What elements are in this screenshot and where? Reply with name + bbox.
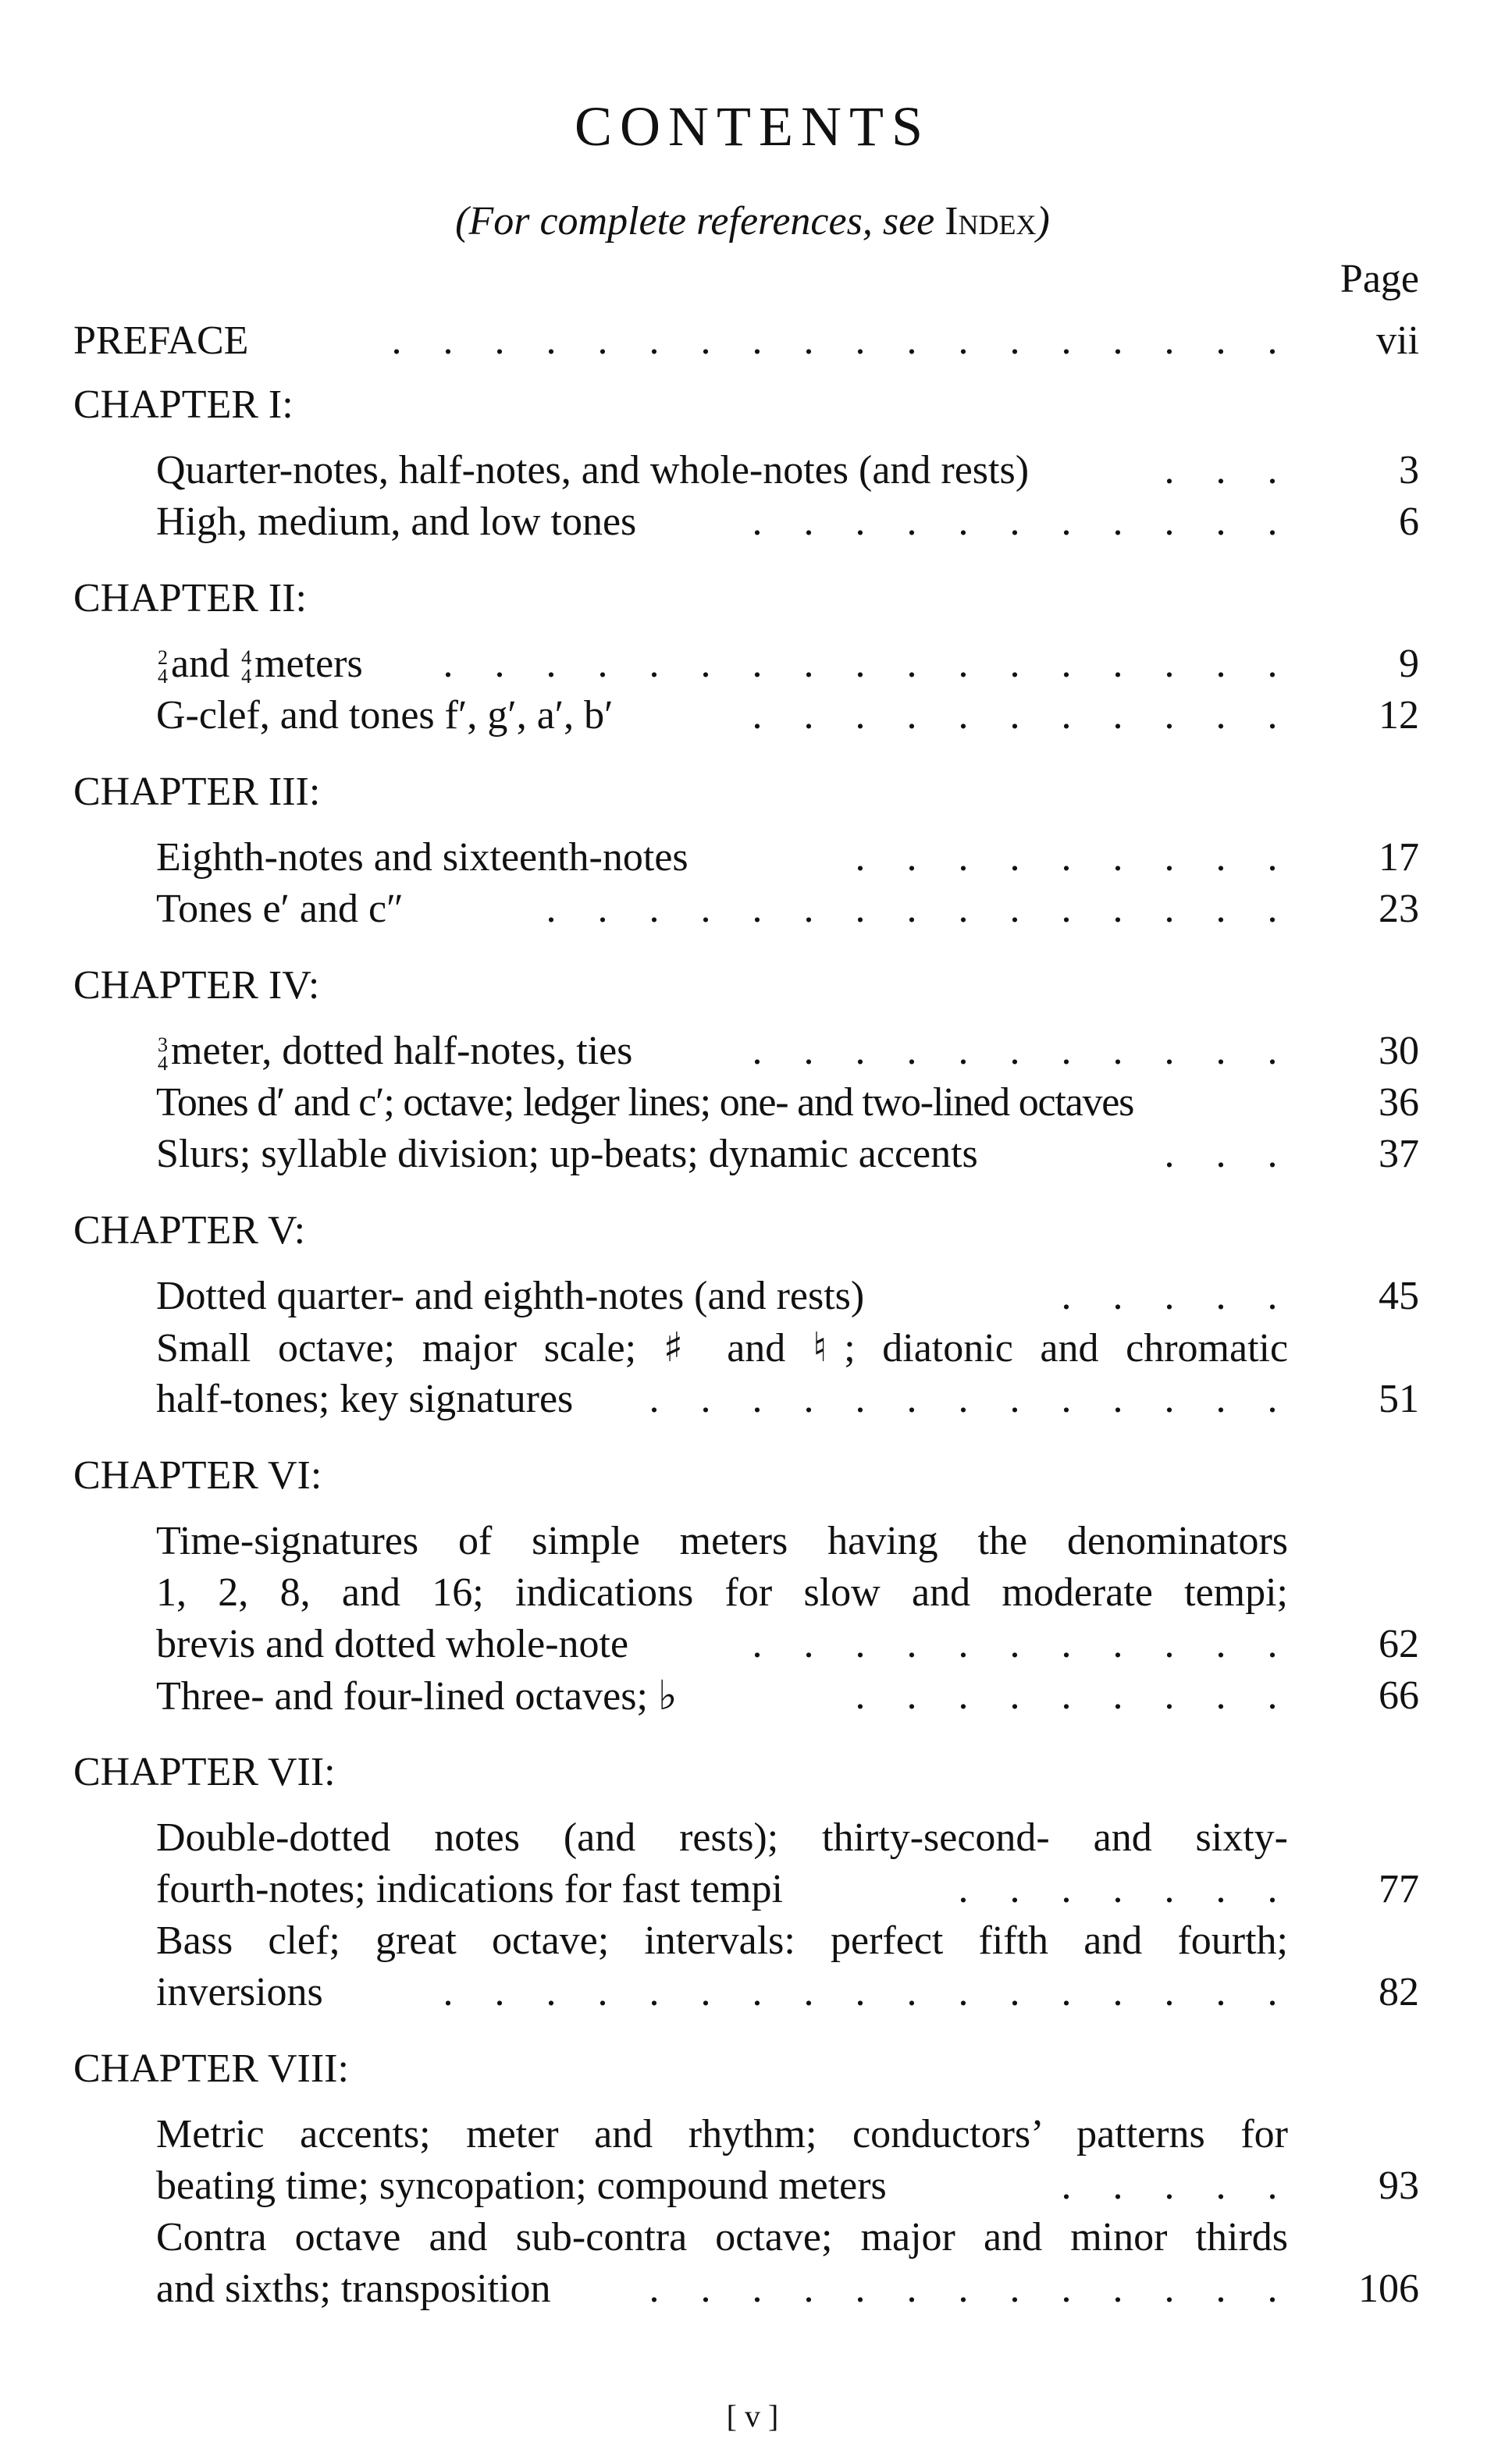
leader-dot: . [546,887,557,931]
leader-dot: . [1009,1622,1020,1666]
leader-dot: . [1215,500,1226,544]
toc-entry [0,832,1505,884]
leader-dot: . [855,1377,866,1421]
leader-dot: . [1215,1622,1226,1666]
leader-dot: . [1061,693,1072,738]
leader-dot: . [1061,2164,1072,2208]
leader-dot: . [906,693,917,738]
page-number: 23 [1379,887,1419,931]
leader-dot: . [1112,1622,1123,1666]
leader-dot: . [1112,693,1123,738]
chapter-heading [0,2043,1505,2095]
leader-dot: . [958,1673,969,1718]
leader-dot: . [1009,318,1020,363]
toc-entry [0,1967,1505,2018]
leader-dot: . [1267,835,1278,880]
leader-dot: . [1215,1274,1226,1318]
leader-dot: . [1061,1673,1072,1718]
leader-dot: . [855,1029,866,1073]
leader-dot: . [958,1029,969,1073]
leader-dot: . [1215,1029,1226,1073]
leader-dot: . [906,835,917,880]
leader-dot: . [1009,1867,1020,1911]
leader-dot: . [1267,2164,1278,2208]
entry-text [156,638,363,690]
leader-dot: . [958,500,969,544]
chapter-heading [0,960,1505,1012]
leader-dot: . [1215,693,1226,738]
leader-dot: . [1112,835,1123,880]
chapter-title: CHAPTER III: [73,770,321,814]
chapter-title: CHAPTER I: [73,382,294,427]
leader-dot: . [700,887,711,931]
leader-dot: . [1215,1673,1226,1718]
leader-dot: . [752,1970,763,2014]
entry-text: fourth-notes; indications for fast tempi [156,1867,783,1911]
leader-dot: . [1164,1867,1175,1911]
subtitle-suffix: ) [1036,199,1050,244]
fraction-numerator: 2 [158,646,168,670]
leader-dot: . [1215,1132,1226,1176]
leader-dot: . [1009,887,1020,931]
page-number: 51 [1379,1377,1419,1421]
leader-dot: . [1164,500,1175,544]
entry-text: G-clef, and tones f′, g′, a′, b′ [156,693,614,738]
toc-entry [0,445,1505,496]
leader-dot: . [803,1377,814,1421]
toc-entry [0,2263,1505,2315]
leader-dot: . [1164,887,1175,931]
leader-dot: . [855,887,866,931]
leader-dot: . [1215,642,1226,686]
leader-dot: . [1267,1029,1278,1073]
leader-dot: . [494,318,505,363]
toc-entry [0,1129,1505,1180]
leader-dot: . [1267,693,1278,738]
leader-dot: . [1009,2267,1020,2311]
leader-dot: . [752,1377,763,1421]
subtitle-index: Index [945,199,1037,244]
leader-dot: . [752,642,763,686]
leader-dot: . [855,500,866,544]
leader-dot: . [855,1673,866,1718]
leader-dot: . [1164,1622,1175,1666]
toc-entry [0,638,1505,690]
entry-text-part: Three- and four-lined octaves; [156,1674,648,1719]
leader-dot: . [1112,1377,1123,1421]
entry-text: Slurs; syllable division; up-beats; dynamic accents [156,1132,978,1176]
leader-dot: . [1164,835,1175,880]
toc-entry-line [0,2109,1505,2160]
leader-dot: . [752,1029,763,1073]
leader-dot: . [1215,448,1226,492]
toc-entry-line [0,1516,1505,1567]
leader-dot: . [1215,2164,1226,2208]
leader-dot: . [1112,1274,1123,1318]
leader-dot: . [906,500,917,544]
leader-dot: . [958,887,969,931]
leader-dot: . [1061,1274,1072,1318]
leader-dot: . [958,642,969,686]
chapter-heading [0,1205,1505,1257]
leader-dot: . [1009,1673,1020,1718]
leader-dot: . [1164,448,1175,492]
toc-entry-line [0,1567,1505,1619]
leader-dot: . [1164,1673,1175,1718]
leader-dot: . [443,642,454,686]
leader-dot: . [649,2267,660,2311]
leader-dot: . [1112,887,1123,931]
chapter-heading [0,573,1505,624]
leader-dot: . [803,887,814,931]
toc-entry [0,1670,1505,1722]
page-number: 77 [1379,1867,1419,1911]
chapter-heading [0,1450,1505,1502]
leader-dot: . [700,1377,711,1421]
leader-dot: . [597,1970,608,2014]
leader-dot: . [700,642,711,686]
time-signature [241,646,252,688]
leader-dot: . [1267,1274,1278,1318]
leader-dot: . [1112,2267,1123,2311]
leader-dot: . [1164,1132,1175,1176]
subtitle [0,201,1505,242]
toc-entry-line [0,2212,1505,2263]
chapter-title: CHAPTER VI: [73,1453,322,1498]
entry-text-part: ; diatonic and chromatic [844,1326,1289,1371]
leader-dot: . [906,1029,917,1073]
entry-text [156,1026,632,1077]
leader-dot: . [1112,1029,1123,1073]
toc-entry [0,496,1505,548]
leader-dot: . [803,318,814,363]
leader-dot: . [1061,642,1072,686]
chapter-title: CHAPTER VII: [73,1750,336,1794]
leader-dot: . [494,642,505,686]
fraction-numerator: 4 [241,646,252,670]
leader-dot: . [1112,500,1123,544]
entry-text-part: Small octave; major scale; [156,1326,637,1371]
leader-dot: . [1061,500,1072,544]
toc-entry-line [0,1322,1505,1374]
toc-entry [0,884,1505,935]
toc-entry [0,1271,1505,1322]
leader-dot: . [906,1673,917,1718]
entry-text-part: and [171,642,230,686]
entry-text-part: meters [254,642,363,686]
leader-dot: . [1164,693,1175,738]
leader-dot: . [1215,318,1226,363]
leader-dot: . [1267,1132,1278,1176]
leader-dot: . [752,2267,763,2311]
leader-dot: . [1061,1029,1072,1073]
entry-text-part: meter, dotted half-notes, ties [171,1029,633,1073]
leader-dot: . [649,642,660,686]
leader-dot: . [855,2267,866,2311]
leader-dot: . [391,318,402,363]
subtitle-prefix: (For complete references, see [455,199,945,244]
entry-text: Eighth-notes and sixteenth-notes [156,835,688,880]
leader-dot: . [1164,1377,1175,1421]
page-number: 36 [1379,1080,1419,1125]
time-signature [158,646,168,688]
leader-dot: . [855,642,866,686]
page-number: 3 [1399,448,1419,492]
leader-dot: . [649,318,660,363]
page-number: 9 [1399,642,1419,686]
leader-dot: . [1009,1970,1020,2014]
entry-text [156,1322,1288,1374]
leader-dot: . [649,1377,660,1421]
leader-dot: . [1164,1970,1175,2014]
entry-text: Tones e′ and c″ [156,887,404,931]
leader-dot: . [1009,642,1020,686]
leader-dot: . [855,1970,866,2014]
chapter-heading [0,766,1505,818]
leader-dot: . [1267,448,1278,492]
chapter-title: CHAPTER VIII: [73,2046,349,2091]
chapter-title: CHAPTER V: [73,1208,306,1253]
leader-dot: . [1009,500,1020,544]
page-number: 12 [1379,693,1419,738]
entry-text: brevis and dotted whole-note [156,1622,629,1666]
page-number: vii [1376,318,1419,363]
page-number: 106 [1358,2267,1419,2311]
leader-dot: . [855,693,866,738]
leader-dot: . [1112,642,1123,686]
leader-dot: . [1164,318,1175,363]
time-signature [158,1033,168,1076]
leader-dot: . [1061,1377,1072,1421]
page-number: 17 [1379,835,1419,880]
leader-dot: . [752,1622,763,1666]
entry-text: Double-dotted notes (and rests); thirty-second- and sixty- [156,1815,1288,1860]
chapter-heading [0,379,1505,431]
leader-dot: . [1061,887,1072,931]
leader-dot: . [855,835,866,880]
leader-dot: . [1061,2267,1072,2311]
page-number: 82 [1379,1970,1419,2014]
leader-dot: . [1009,693,1020,738]
fraction-denominator: 4 [158,1052,168,1076]
leader-dot: . [1061,1622,1072,1666]
leader-dot: . [1267,1673,1278,1718]
leader-dot: . [1164,2164,1175,2208]
entry-text-part: and [727,1326,786,1371]
leader-dot: . [1267,500,1278,544]
leader-dot: . [803,1622,814,1666]
leader-dot: . [906,887,917,931]
leader-dot: . [597,887,608,931]
entry-text: Bass clef; great octave; intervals: perfect fifth and fourth; [156,1918,1288,1963]
fraction-numerator: 3 [158,1033,168,1057]
page-footer: [ v ] [726,2398,779,2434]
leader-dot: . [1215,1970,1226,2014]
leader-dot: . [1061,1970,1072,2014]
leader-dot: . [855,1622,866,1666]
toc-entry-line [0,1812,1505,1864]
natural-symbol: ♮ [812,1324,845,1371]
leader-dot: . [855,318,866,363]
leader-dot: . [546,642,557,686]
leader-dot: . [1009,835,1020,880]
leader-dot: . [700,1970,711,2014]
leader-dot: . [803,1970,814,2014]
page-number: 37 [1379,1132,1419,1176]
leader-dot: . [700,318,711,363]
leader-dot: . [597,318,608,363]
leader-dot: . [1009,1377,1020,1421]
leader-dot: . [752,500,763,544]
leader-dot: . [649,887,660,931]
preface-label: PREFACE [73,318,249,363]
leader-dot: . [803,642,814,686]
toc-entry [0,1619,1505,1670]
entry-text: Tones d′ and c′; octave; ledger lines; one- and two-lined octaves [156,1080,1134,1125]
page-column-header: Page [1340,257,1419,301]
leader-dot: . [958,1377,969,1421]
leader-dot: . [443,318,454,363]
leader-dot: . [1112,1970,1123,2014]
leader-dot: . [1112,318,1123,363]
leader-dot: . [906,1970,917,2014]
leader-dot: . [1164,1029,1175,1073]
toc-entry [0,690,1505,741]
leader-dot: . [958,1867,969,1911]
entry-text: Time-signatures of simple meters having the denominators [156,1519,1288,1563]
entry-text: Contra octave and sub-contra octave; major and minor thirds [156,2215,1288,2260]
leader-dot: . [906,642,917,686]
leader-dot: . [803,1029,814,1073]
leader-dot: . [958,835,969,880]
chapter-title: CHAPTER IV: [73,963,320,1008]
leader-dot: . [649,1970,660,2014]
page-number: 93 [1379,2164,1419,2208]
leader-dot: . [906,1377,917,1421]
leader-dot: . [1112,1673,1123,1718]
leader-dot: . [1112,2164,1123,2208]
toc-entry-line [0,1915,1505,1967]
entry-text: 1, 2, 8, and 16; indications for slow and moderate tempi; [156,1570,1288,1615]
page-number: 30 [1379,1029,1419,1073]
page-number: 62 [1379,1622,1419,1666]
leader-dot: . [1267,642,1278,686]
leader-dot: . [958,1970,969,2014]
leader-dot: . [700,2267,711,2311]
leader-dot: . [1215,1867,1226,1911]
leader-dot: . [906,1622,917,1666]
leader-dot: . [1267,1970,1278,2014]
leader-dot: . [1267,1377,1278,1421]
entry-text: half-tones; key signatures [156,1377,574,1421]
leader-dot: . [1061,835,1072,880]
leader-dot: . [1267,2267,1278,2311]
page-number: 6 [1399,500,1419,544]
leader-dot: . [1112,1867,1123,1911]
toc-entry [0,1077,1505,1129]
toc-entry [0,1374,1505,1425]
page-number: 45 [1379,1274,1419,1318]
leader-dot: . [803,2267,814,2311]
leader-dot: . [597,642,608,686]
leader-dot: . [906,2267,917,2311]
toc-entry [0,1026,1505,1077]
leader-dot: . [1061,318,1072,363]
flat-symbol: ♭ [657,1673,678,1719]
leader-dot: . [752,318,763,363]
leader-dot: . [1164,642,1175,686]
leader-dot: . [1267,887,1278,931]
fraction-denominator: 4 [241,665,252,688]
leader-dot: . [1009,1029,1020,1073]
leader-dot: . [443,1970,454,2014]
entry-text: beating time; syncopation; compound meters [156,2164,887,2208]
leader-dot: . [752,693,763,738]
leader-dot: . [1164,2267,1175,2311]
leader-dot: . [958,318,969,363]
page-title: CONTENTS [575,95,930,158]
leader-dot: . [1215,2267,1226,2311]
leader-dot: . [1267,318,1278,363]
entry-text: inversions [156,1970,323,2014]
leader-dot: . [494,1970,505,2014]
leader-dot: . [958,2267,969,2311]
leader-dot: . [752,887,763,931]
entry-text: Dotted quarter- and eighth-notes (and rests) [156,1274,865,1318]
entry-text: Metric accents; meter and rhythm; conductors’ patterns for [156,2112,1288,2156]
sharp-symbol: ♯ [663,1324,700,1371]
leader-dot: . [1215,1377,1226,1421]
leader-dot: . [1267,1622,1278,1666]
leader-dot: . [1215,835,1226,880]
leader-dot: . [1267,1867,1278,1911]
leader-dot: . [958,1622,969,1666]
leader-dot: . [546,318,557,363]
toc-entry [0,1864,1505,1915]
leader-dot: . [546,1970,557,2014]
leader-dot: . [1164,1274,1175,1318]
toc-entry [0,2160,1505,2212]
leader-dot: . [1215,887,1226,931]
fraction-denominator: 4 [158,665,168,688]
toc-entry-preface [0,315,1505,367]
page-number: 66 [1379,1673,1419,1718]
entry-text [156,1670,677,1723]
leader-dot: . [803,693,814,738]
entry-text: and sixths; transposition [156,2267,551,2311]
chapter-heading [0,1747,1505,1798]
leader-dot: . [958,693,969,738]
leader-dot: . [906,318,917,363]
entry-text: High, medium, and low tones [156,500,637,544]
leader-dot: . [803,500,814,544]
chapter-title: CHAPTER II: [73,576,307,620]
entry-text: Quarter-notes, half-notes, and whole-notes (and rests) [156,448,1030,492]
leader-dot: . [1061,1867,1072,1911]
